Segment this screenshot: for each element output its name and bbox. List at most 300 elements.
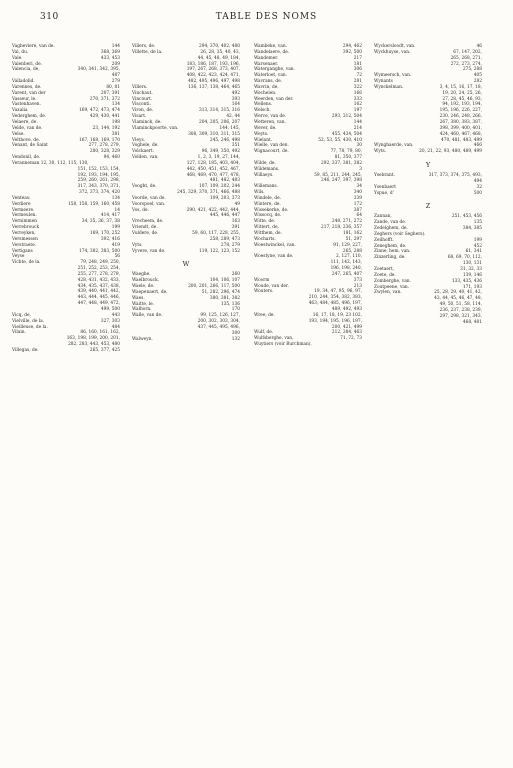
entry-name: Waterloet, van. <box>254 73 288 79</box>
index-entry <box>374 191 482 197</box>
entry-name: Weerden, van der. <box>254 96 294 102</box>
entry-name: Ysebrant. <box>374 173 395 179</box>
entry-continuation: 265, 288 <box>342 248 362 254</box>
index-entry <box>374 50 482 56</box>
entry-name: Versmessen <box>12 236 38 242</box>
index-entry <box>132 50 240 56</box>
entry-name: Wandemer. <box>254 55 279 61</box>
entry-name: Wynckelman. <box>374 84 404 90</box>
entry-continuation: 247, 265, 407 <box>331 271 362 277</box>
entry-name: Vielville, de la. <box>12 318 45 324</box>
entry-pages: 20, 21, 22, 93, 480, 489, 499 <box>419 149 482 155</box>
entry-pages: 213 <box>353 283 362 289</box>
entry-pages: 169, 472, 473, 474 <box>78 108 120 114</box>
entry-continuation: 494 <box>473 178 482 184</box>
entry-name: Woestwinckel, van. <box>254 242 296 248</box>
entry-name: Vendonil, de. <box>12 155 41 161</box>
section-letter: W <box>182 260 190 269</box>
entry-name: Vuldere, de. <box>132 231 159 236</box>
entry-pages: 163 <box>231 219 240 225</box>
entry-pages: 292, 337, 381, 382 <box>320 160 362 166</box>
entry-name: Vederghem, de. <box>12 114 47 120</box>
entry-continuation: 192, 193, 194, 195, <box>77 172 120 178</box>
entry-name: Zannan, <box>374 214 392 220</box>
entry-name: Wissocq, de. <box>254 213 282 219</box>
entry-name: Villegas, de. <box>12 347 39 353</box>
entry-name: Veranneman 12, 30, 112, 115, 130, <box>12 160 89 166</box>
entry-name: Wuytiers (voir Burchman). <box>254 342 312 348</box>
index-entry <box>132 155 240 161</box>
entry-pages: 51, 297 <box>345 236 362 242</box>
entry-continuation: 163, 198, 199, 200, 201, <box>66 336 120 342</box>
entry-pages: 317, 373, 374, 375, 493, <box>428 173 482 179</box>
index-entry <box>374 149 482 155</box>
entry-name: Velthove, de. <box>12 137 41 143</box>
entry-pages: 500 <box>473 190 482 196</box>
entry-pages: 373 <box>353 277 362 283</box>
entry-name: Wavrin, de. <box>254 84 279 90</box>
entry-name: Welsch. <box>254 108 271 114</box>
entry-name: Vernimmen <box>12 219 37 225</box>
entry-name: Vos, de. <box>132 207 149 213</box>
entry-name: Vleys. <box>132 137 146 143</box>
entry-name: Werve, van de. <box>254 114 287 120</box>
entry-pages: 158, 158, 159, 160, 458 <box>68 201 120 207</box>
entry-name: Verrebrouck <box>12 225 40 231</box>
entry-pages: 170 <box>231 307 240 313</box>
entry-name: Vaxalia <box>12 108 28 114</box>
index-entry <box>254 342 362 348</box>
index-entry <box>132 231 240 237</box>
entry-pages: 277, 278, 279, <box>88 143 120 149</box>
entry-name: Witthem, de. <box>254 231 282 236</box>
entry-pages: 94, 460 <box>103 155 120 161</box>
entry-name: Wandelaere, de. <box>254 49 290 55</box>
entry-name: Wellens. <box>254 102 273 108</box>
entry-name: Walle, van de. <box>132 313 163 319</box>
entry-name: Visconti. <box>132 102 151 108</box>
entry-pages: 290, 421, 422, 442, 444, <box>186 207 240 213</box>
entry-pages: 3, 4, 15, 16, 17, 18, <box>439 84 482 90</box>
entry-pages: 86, 160, 161, 162, <box>80 330 120 336</box>
entry-continuation: 49, 50, 51, 58, 114, <box>439 302 482 308</box>
entry-pages: 26, 28, 35, 40, 43, <box>200 49 240 55</box>
entry-name: Zoutpeene, van. <box>374 284 410 290</box>
entry-name: Zwylen, van. <box>374 290 402 296</box>
entry-continuation: 251, 252, 253, 254, <box>77 266 120 272</box>
entry-name: Verdiere <box>12 201 31 207</box>
entry-name: Vichte, de la. <box>12 260 41 266</box>
entry-pages: 433, 453 <box>100 55 120 61</box>
entry-pages: 248, 271, 272 <box>331 219 362 225</box>
entry-pages: 214 <box>353 125 362 131</box>
entry-continuation: 428, 431, 432, 433, <box>77 277 120 283</box>
entry-pages: 368, 369 <box>100 49 120 55</box>
entry-name: Willaeys. <box>254 172 274 178</box>
entry-continuation: 200, 302, 303, 304, <box>197 319 240 325</box>
index-column-4 <box>374 44 482 325</box>
entry-pages: 322 <box>353 84 362 90</box>
index-entry <box>374 173 482 179</box>
entry-name: Zinne, hem. van. <box>374 249 411 255</box>
entry-pages: 209 <box>111 61 120 67</box>
entry-continuation: 468, 469, 470, 477, 478, <box>186 172 240 178</box>
entry-continuation: 398, 399, 400, 401, <box>439 125 482 131</box>
entry-continuation: 297, 298, 321, 343, <box>439 313 482 319</box>
entry-pages: 42, 44 <box>226 114 240 120</box>
entry-pages: 30 <box>356 143 362 149</box>
entry-name: Zoete, de. <box>374 272 396 278</box>
entry-continuation: 130, 131 <box>462 261 482 267</box>
index-entry <box>132 184 240 190</box>
entry-pages: 34 <box>356 184 362 190</box>
entry-name: Verstraete. <box>12 242 37 248</box>
entry-pages: 278, 279 <box>220 242 240 248</box>
entry-name: Wetteren, van. <box>254 119 286 125</box>
entry-pages: 134 <box>111 102 120 108</box>
entry-pages: 384, 385 <box>462 226 482 232</box>
entry-pages: 136, 137, 138, 464, 465 <box>188 84 240 90</box>
entry-name: Vooght, de. <box>132 184 157 190</box>
entry-name: Willemans. <box>254 184 278 190</box>
section-letter: Y <box>425 161 431 170</box>
entry-name: Waitte, le. <box>132 301 154 307</box>
entry-pages: 207, 391 <box>100 90 120 96</box>
entry-continuation: 27, 28, 45, 46, 93, <box>442 96 482 102</box>
index-column-3 <box>254 44 362 348</box>
entry-name: Warsenaer. <box>254 61 279 67</box>
entry-pages: 49 <box>234 201 240 207</box>
entry-name: Wielant. <box>254 137 273 143</box>
entry-continuation: 442, 450, 451, 452, 467, <box>186 166 240 172</box>
entry-name: Wittert, de. <box>254 225 279 231</box>
entry-name: Wavrans, de. <box>254 79 283 85</box>
entry-continuation: 236, 237, 238, 239, <box>439 307 482 313</box>
entry-pages: 270, 371, 372 <box>89 96 120 102</box>
entry-name: Wulf, de. <box>254 330 274 336</box>
entry-continuation: 230, 246, 248, 266, <box>439 114 482 120</box>
entry-name: Villette, de la. <box>132 49 163 55</box>
entry-name: Zeghers (voir Seghers). <box>374 231 426 237</box>
entry-name: Yspue, d' <box>374 190 394 196</box>
entry-name: Vlaminck, de. <box>132 119 162 125</box>
entry-pages: 144 <box>111 44 120 49</box>
entry-name: Wouters. <box>254 289 274 295</box>
entry-pages: 391 <box>231 225 240 231</box>
entry-name: Verreyken, <box>12 231 36 236</box>
entry-pages: 139, 146 <box>462 272 482 278</box>
entry-continuation: 445, 446, 447 <box>209 213 240 219</box>
entry-pages: 56 <box>114 254 120 260</box>
entry-pages: 34, 35, 36, 37, 38 <box>81 219 120 225</box>
entry-pages: 198 <box>111 119 120 125</box>
entry-name: Vincourt. <box>132 96 153 102</box>
entry-pages: 294, 370, 402, 480 <box>198 44 240 49</box>
entry-continuation: 127, 128, 185, 403, 404, <box>186 160 240 166</box>
entry-name: Viron, de. <box>132 108 154 114</box>
entry-name: Zedelghem, de. <box>374 226 408 232</box>
entry-name: Vyvere, van de. <box>132 248 166 254</box>
entry-pages: 162 <box>353 102 362 108</box>
entry-name: Wyckhuyse, van. <box>374 49 411 55</box>
index-entry <box>254 254 362 260</box>
entry-pages: 23, 144, 192 <box>92 125 120 131</box>
entry-pages: 380, 381, 382 <box>209 295 240 301</box>
running-title: TABLE DES NOMS <box>215 12 318 22</box>
entry-pages: 392, 500 <box>342 49 362 55</box>
entry-continuation: 81, 350, 377 <box>334 155 362 161</box>
index-entry <box>132 208 240 214</box>
entry-name: Wree, de. <box>254 312 275 318</box>
entry-pages: 134 <box>111 195 120 201</box>
entry-name: Veyse <box>12 254 25 260</box>
entry-pages: 306 <box>353 67 362 73</box>
index-entry <box>374 255 482 261</box>
entry-name: Woude, van der. <box>254 283 289 289</box>
entry-name: Weyts. <box>254 131 269 137</box>
entry-continuation: 197, 267, 268, 373, 407, <box>186 67 240 73</box>
index-entry <box>374 85 482 91</box>
entry-pages: 59, 60, 117, 228, 255, <box>192 231 240 236</box>
entry-name: Volden, van. <box>132 155 159 161</box>
index-entry <box>132 126 240 132</box>
entry-continuation: 308, 309, 310, 311, 315 <box>188 131 240 137</box>
entry-pages: 204, 205, 206, 207 <box>198 119 240 125</box>
entry-pages: 52, 53, 55, 430, 410 <box>318 137 362 143</box>
entry-continuation: 267, 380, 383, 387, <box>439 119 482 125</box>
entry-pages: 16, 17, 18, 19, 23 102, <box>312 312 362 318</box>
section-letter: Z <box>425 202 431 211</box>
entry-pages: 172 <box>353 201 362 207</box>
entry-pages: 32 <box>476 184 482 190</box>
entry-pages: 67, 147, 202, <box>453 49 482 55</box>
entry-name: Waelbrouck. <box>132 278 160 284</box>
entry-name: Wambeke, van. <box>254 44 287 49</box>
entry-name: Wynghaerde, van. <box>374 143 414 149</box>
entry-name: Waeghe. <box>132 272 151 278</box>
entry-name: Wulfsberghe, van, <box>254 336 294 342</box>
entry-name: Zeilhofft. <box>374 237 394 243</box>
entry-continuation: 487 <box>111 73 120 79</box>
entry-name: Visart. <box>132 114 147 120</box>
entry-name: Zande, van de. <box>374 220 407 226</box>
entry-name: Vilain. <box>12 330 26 336</box>
page-header <box>40 12 493 26</box>
entry-continuation: 280, 328, 329 <box>89 149 120 155</box>
entry-name: Vermeulen. <box>12 213 37 219</box>
entry-name: Vermeere. <box>12 207 35 213</box>
entry-name: Vale. <box>12 55 23 61</box>
entry-pages: 72 <box>356 73 362 79</box>
entry-continuation: 259, 260, 261, 298, <box>77 178 120 184</box>
entry-continuation: 255, 277, 278, 279, <box>77 271 120 277</box>
entry-pages: 200, 201, 266, 117, 500 <box>188 284 240 290</box>
entry-continuation: 439, 440, 441, 442, <box>77 289 120 295</box>
entry-continuation: 265, 268, 271, <box>450 55 482 61</box>
entry-name: Wyckersloodt, van. <box>374 44 416 49</box>
entry-name: Wignacourt, de. <box>254 149 289 155</box>
entry-pages: 339 <box>353 195 362 201</box>
entry-name: Val, du. <box>12 49 29 55</box>
index-entry <box>254 149 362 155</box>
entry-continuation: 245, 329, 370, 371, 466, 488 <box>177 190 240 196</box>
entry-continuation: 463, 484, 485, 496, 197, <box>308 301 362 307</box>
entry-name: Varent, van der <box>12 90 46 96</box>
entry-pages: 199 <box>111 225 120 231</box>
entry-pages: 260 <box>231 272 240 278</box>
entry-pages: 3 <box>359 166 362 172</box>
entry-pages: 144, 145, <box>219 125 240 131</box>
index-entry <box>132 313 240 319</box>
entry-pages: 419 <box>111 242 120 248</box>
entry-name: Waele, de. <box>132 284 155 290</box>
entry-continuation: 434, 435, 437, 438, <box>77 283 120 289</box>
entry-name: Wymeersch, van. <box>374 73 412 79</box>
entry-pages: 199 <box>473 237 482 243</box>
entry-pages: 104, 106, 107 <box>209 278 240 284</box>
entry-name: Volckaert. <box>132 149 154 155</box>
index-entry <box>12 348 120 354</box>
entry-continuation: 183, 186, 187, 193, 196, <box>186 61 240 67</box>
entry-pages: 281 <box>353 79 362 85</box>
entry-name: Zeneghem, de. <box>374 243 407 249</box>
entry-continuation: 195, 196, 226, 227, <box>439 108 482 114</box>
index-entry <box>374 290 482 296</box>
entry-pages: 25, 28, 29, 40, 41, 42, <box>434 290 482 296</box>
entry-pages: 333 <box>353 96 362 102</box>
entry-pages: 217 <box>353 55 362 61</box>
entry-name: Wynants <box>374 79 393 85</box>
entry-pages: 133, 435, 436 <box>451 278 482 284</box>
entry-pages: 2, 127, 110, <box>336 254 362 260</box>
entry-pages: 181 <box>353 61 362 67</box>
entry-continuation: 282, 283, 443, 453, 480 <box>68 342 120 348</box>
entry-name: Waepenaert, de. <box>132 289 168 295</box>
entry-name: Windele, de. <box>254 195 282 201</box>
index-column-2 <box>132 44 240 343</box>
entry-pages: 455, 434, 504 <box>331 131 362 137</box>
entry-name: Voorspoel, van. <box>132 201 166 207</box>
entry-name: Vrecheem, de. <box>132 219 164 225</box>
index-entry <box>12 161 120 167</box>
entry-name: Villers, de. <box>132 44 156 49</box>
entry-continuation: 424, 460, 467, 468, <box>439 131 482 137</box>
entry-name: Wever, de. <box>254 125 277 131</box>
entry-name: Vastenhaven. <box>12 102 41 108</box>
entry-pages: 135, 136 <box>220 301 240 307</box>
entry-pages: 119, 122, 123, 152 <box>198 248 240 254</box>
entry-name: Wilde, de. <box>254 160 276 166</box>
entry-name: Valencia, de, <box>12 67 40 73</box>
entry-name: Valenberi, de. <box>12 61 43 67</box>
entry-name: Voorde, van de. <box>132 195 166 201</box>
entry-continuation: 372, 373, 374, 420 <box>78 190 120 196</box>
entry-pages: 466 <box>473 143 482 149</box>
entry-pages: 293, 312, 504 <box>331 114 362 120</box>
index-entry <box>254 243 362 249</box>
entry-name: Vyts. <box>132 242 143 248</box>
entry-name: Wechelen. <box>254 90 277 96</box>
entry-pages: 484 <box>111 324 120 330</box>
entry-continuation: 272, 273, 274, <box>450 61 482 67</box>
entry-pages: 313, 314, 315, 316 <box>198 108 240 114</box>
index-entry <box>12 260 120 266</box>
entry-continuation: 317, 343, 370, 371, <box>77 184 120 190</box>
entry-continuation: 200, 421, 499 <box>331 324 362 330</box>
entry-pages: 171, 193 <box>462 284 482 290</box>
entry-name: Waterganghe, van. <box>254 67 295 73</box>
entry-pages: 96, 349, 350, 492 <box>201 149 240 155</box>
entry-name: Vasseur, le. <box>12 96 37 102</box>
entry-name: Zoetaert, <box>374 267 395 272</box>
entry-continuation: 44, 45, 48, 49, 184, <box>197 55 240 61</box>
entry-pages: 169, 170, 252 <box>89 231 120 236</box>
entry-name: Vriendt, de. <box>132 225 158 231</box>
entry-pages: 132 <box>231 336 240 342</box>
entry-name: Wils. <box>254 190 265 196</box>
entry-pages: 392, 416 <box>100 236 120 242</box>
entry-name: Zomberghe, van. <box>374 278 411 284</box>
entry-name: Vlaminckpoorte, van. <box>132 125 179 131</box>
entry-continuation: 489, 492, 493 <box>331 306 362 312</box>
index-entry <box>12 143 120 149</box>
entry-pages: 351 <box>231 143 240 149</box>
entry-name: Wocharts. <box>254 236 276 242</box>
entry-continuation: 470, 481, 483, 499 <box>440 137 482 143</box>
entry-name: Walweyn. <box>132 336 153 342</box>
entry-name: Witte, de. <box>254 219 276 225</box>
index-entry <box>254 173 362 179</box>
entry-pages: 51, 282, 296, 474 <box>201 289 240 295</box>
entry-continuation: 43, 44, 45, 46, 47, 48, <box>434 296 482 302</box>
entry-pages: 135 <box>473 220 482 226</box>
entry-continuation: 408, 422, 423, 424, 471, <box>186 73 240 79</box>
entry-continuation: 111, 142, 143, <box>330 260 362 266</box>
index-entry <box>132 249 240 255</box>
entry-pages: 251, 453, 456 <box>451 214 482 220</box>
entry-name: Vinchaut. <box>132 90 153 96</box>
entry-continuation: 193, 194, 195, 196, 197, <box>308 318 362 324</box>
entry-pages: 414, 417 <box>100 213 120 219</box>
entry-name: Velaere, de. <box>12 119 38 125</box>
entry-pages: 99, 125, 126, 127, <box>200 313 240 319</box>
entry-continuation: 443, 444, 445, 446, <box>77 295 120 301</box>
entry-pages: 107, 109, 202, 244 <box>198 184 240 190</box>
entry-pages: 144 <box>353 119 362 125</box>
entry-continuation: 19, 20, 24, 25, 26, <box>442 90 482 96</box>
entry-name: Wissekerke, de. <box>254 207 289 213</box>
entry-pages: 217, 218, 236, 357 <box>320 225 362 231</box>
entry-continuation: 210, 244, 354, 382, 383, <box>308 295 362 301</box>
entry-name: Walhorn. <box>132 307 152 313</box>
entry-name: Venteau <box>12 195 30 201</box>
entry-pages: 282 <box>473 79 482 85</box>
entry-pages: 452 <box>473 243 482 249</box>
entry-name: Wildemans. <box>254 166 280 172</box>
entry-pages: 1, 2, 3, 19, 27, 144, <box>197 155 240 161</box>
entry-name: Waes. <box>132 295 145 301</box>
entry-continuation: 196, 198, 240, <box>330 266 362 272</box>
entry-pages: 91, 129, 227, <box>333 242 362 248</box>
entry-pages: 443 <box>111 312 120 318</box>
index-entry <box>12 67 120 73</box>
entry-pages: 279 <box>111 79 120 85</box>
entry-pages: 381 <box>111 131 120 137</box>
entry-pages: 164 <box>231 102 240 108</box>
entry-name: Wielle, van den. <box>254 143 289 149</box>
entry-pages: 174, 382, 383, 500 <box>78 248 120 254</box>
entry-name: Venant, de Saint <box>12 143 48 149</box>
